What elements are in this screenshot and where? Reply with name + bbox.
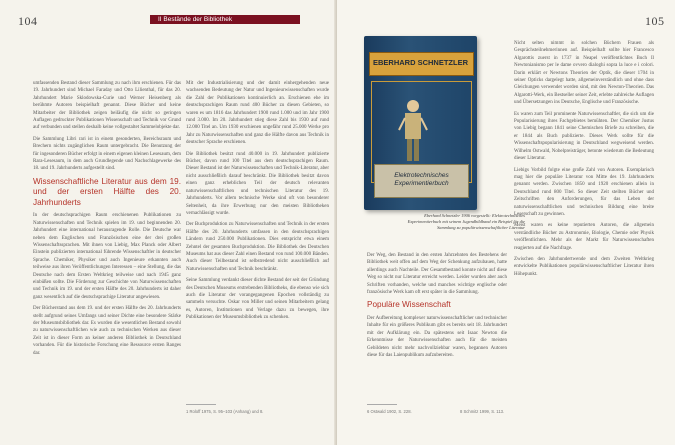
book-title-line-2: Experimentierbuch	[394, 180, 449, 187]
paragraph: Zwischen den Jahrhundertwende und dem Zweiten Weltkrieg entwickelte Publikationen populärwissenschaftlicher Literatur ihren Höhepunkt.	[514, 256, 654, 277]
paragraph: Der Weg, den Bestand in den ersten Jahrzehnten des Bestehens der Bibliothek weit offen auf dem Weg der Schenkung aufzubauen, hatte allerdings auch Nachteile. Der Gesamtbestand konnte nicht auf diese Weg so nicht nur Literatur erreicht werden. Leider wurden aber auch Schriften vorhanden, welche und manches wichtige englische oder französische Werk kam oft erst später in die Sammlung.	[367, 253, 507, 296]
paragraph: Der Buchproduktion zu Naturwissenschaften und Technik in der ersten Hälfte des 20. Jahrhunderts umfassen in den deutschsprachigen Ländern rund 250.000 Publikationen. Dies entspricht etwa einem Zehntel der gesamten Buchproduktion. Die Bibliothek des Deutschen Museums hat aus dieser Zahl einen Bestand von rund 100.000 Bänden. Auch dieser Teilbestand ist selbstredend nicht ausschließlich auf Naturwissenschaften und Technik beschränkt.	[186, 222, 329, 272]
running-header-text: II Bestände der Bibliothek	[158, 16, 233, 23]
paragraph: Mit der Industrialisierung und der damit einhergehenden neue wachsenden Bedeutung der Natur und Ingenieurwissenschaften wurde die Zahl der Publikationen kontinuierlich an. Erschienen ehe im deutschsprachigen Raum rund 400 Bücher zu diesen Gebieten, so waren es um 1816 das Jahrhundert 1900 rund 1.000 und im Jahr 1900 rund 3.000. Im 20. Jahrhundert stieg diese Zahl bis 1930 auf rund 12.000 Titel an. Um 1930 erschienen ungefähr rund 25.000 Werke pro Jahr zu Naturwissenschaften und ganz die Hälfte davon aus Technik in deutscher Sprache erschienen.	[186, 81, 329, 146]
section-heading: Populäre Wissenschaft	[367, 300, 451, 310]
paragraph: Seine Sammlung verdankt dieser dichte Bestand der seit der Gründung des Deutschen Museums erstrebenden Bibliotheks, die ebenso wie sich auch die Literatur der vorangegangenen Epochen vollständig zu sammeln versuchte. Oskar von Miller und seinen Mitarbeitern gelang es, Autoren, Institutionen und Verlage dazu zu bewegen, ihre Publikationen der Museumsbibliothek zu schenken.	[186, 278, 329, 321]
right-column-2	[514, 40, 654, 400]
section-heading: Wissenschaftliche Literatur aus dem 19. und der ersten Hälfte des 20. Jahrhunderts	[33, 176, 181, 207]
footnote: 8 Schmitz 1999, S. 113.	[460, 409, 505, 414]
left-column-2	[186, 80, 329, 400]
right-column-1	[367, 252, 507, 400]
book-title-plate	[374, 164, 469, 198]
footnote: 6 Ostwald 1902, S. 228.	[367, 409, 412, 414]
image-caption: Eberhard Schnetzler 1906 vorgestellt: Elektrotechnisches Experimentierbuch mit seinem Jugendbildband ein Beispiel für die Sammlung zu populärwissenschaftlicher Literatur	[407, 213, 525, 230]
figure-illustration	[398, 96, 428, 164]
book-title-line-1: Elektrotechnisches	[394, 172, 449, 179]
page-number-left: 104	[18, 14, 38, 28]
left-column-1	[33, 80, 181, 400]
book-cover-image	[364, 36, 477, 210]
footnote: 1 Roloff 1975, S. 95–103 (Anhang) und 8.	[186, 409, 264, 414]
paragraph: In der deutschsprachigen Raum erschienenen Publikationen zu Naturwissenschaften und Technik spielen im 19. und beginnenden 20. Jahrhundert eine international herausragende Rolle. Die Deutsche war neben dem Englischen und Französischen eine der drei großen Wissenschaftssprachen. Mit ihnen von Liebig, Max Planck oder Albert Einstein publizierten international führende Wissenschaftler in deutscher Sprache. Chemiker, Physiker und auch Ingenieure erkannten auch teilweise aus ihren Veröffentlichungen Interessen – eine Stellung, die das Deutsche nach dem Ersten Weltkrieg teilweise und nach 1945 ganz einbüßen sollte. Die Förderung zur Geschichte von Naturwissenschaften und Technik im 19. und der ersten Hälfte des 20. Jahrhunderts ist daher ganz wesentlich auf die deutschsprachige Literatur angewiesen.	[33, 213, 181, 300]
paragraph: Der Aufbereitung komplexer naturwissenschaftlicher und technischer Inhalte für ein größeres Publikum gibt es bereits seit 18. Jahrhundert mit der Aufklärung ein. Da spätestens seit Isaac Newton die Erkenntnisse der Naturwissenschaften auch für die meisten Gebildeten nicht mehr nachvollziehbar waren, begannen Autoren diese für das Laienpublikum aufzubereiten.	[367, 315, 507, 358]
paragraph: Liebigs Vorbild folgte eine große Zahl von Autoren. Exemplarisch mag hier die populäre Literatur von Mitte des 19. Jahrhunderts genannt werden. Zwischen 1850 und 1920 erschienen allein in Deutschland rund 800 Titel. So dieser Zeit stellten Bücher und Zeitschriften den Anforderungen, für das Leben der naturwissenschaftlichen und technischen Bildung eine breite Leserschaft zu gewinnen.	[514, 167, 654, 217]
paragraph: Die Bibliothek besitzt rund 40.000 in 19. Jahrhundert publizierte Bücher, davon rund 100 Titel aus dem deutschsprachigen Raum. Dieser Bestand ist der Naturwissenschaften und Technik-Literatur, aber nicht ausschließlich darauf beschränkt. Die Bibliothek besitzt davon einen ganz erheblichen Teil der deutsch relevanten naturwissenschaftlichen und technischen Literatur des 19. Jahrhunderts. Vor allem technische Werke sind oft von besonderer Seltenheit, da ihre Erwerbung nur den meisten Bibliotheken vernachlässigt wurde.	[186, 151, 329, 216]
paragraph: Es waren zum Teil prominente Naturwissenschaftler, die sich um die Popularisierung ihres Fachgebietes bemühten. Der Chemiker Justus von Liebig begann 1841 seine Chemischen Briefe zu schreiben, die er 1844 als Buch publizierte. Dieses Werk sollte für die Wissenschaftspopularisierung in Deutschland wegweisend werden. Wilhelm Ostwald, Nobelpreisträger, betonte wiederum die Bedeutung dieser Literatur.	[514, 111, 654, 162]
page-number-right: 105	[645, 14, 665, 28]
book-author: EBERHARD SCHNETZLER	[372, 58, 468, 67]
paragraph: Die Sammlung Libri rari ist in einem gesonderten, Bereichsraum und Brechern nichts zugänglichen Raum untergebracht. Die Benutzung der für ingesonderen Bücher erfolgt in einem eigenen kleinen Lesesaum, dem Rara-Lesesaum, in dem auch Grundlegende und Nachschlagewerke des 18. und 19. Jahrhunderts aufgestellt sind.	[33, 136, 181, 172]
paragraph: Meist waren es keine reputierten Autoren, die allgemein verständliche Bücher zu Astronomie, Biologie, Chemie oder Physik veröffentlichten. Mehr als der Markt für Naturwissenschaften reagierten auf die Nachfrage.	[514, 223, 654, 251]
footnote-rule	[367, 404, 397, 405]
paragraph: Nicht selten nimmt in solchen Büchern Frauen als Gesprächsteilnehmerinnen auf. Beispielhaft sollte hier Francesco Algarottis zuerst in 1737 in Neapel veröffentlichtes Buch Il Newtonianismo per le dame ovvero dialoghi sopra la luce e i colori. Darin erklärt er Newtons Theorien der Optik, die dieser 1704 in seiner Opticks dargelegt hatte, allgemeinverständlich und ohne dass Gleichungen verwendet worden sind, mit den Newton-Theorien. Das Algarotti-Werk, ein Bestseller seiner Zeit, erlebte zahlreiche Auflagen und Übersetzungen ins Deutsche, Englische und Französische.	[514, 41, 654, 106]
footnote-rule	[186, 404, 216, 405]
paragraph: umfassenden Bestand dieser Sammlung zu nach ihm erschienen. Für das 19. Jahrhundert sind Michael Faraday und Otto Lilienthal, für das 20. Jahrhundert Marie Sklodowska-Curie und Werner Heisenberg als berühmte Autoren beispielhaft genannt. Diese Bücher und keine Mitarbeiter der Bibliothek zeigen beiläufig die nicht so geringen Auflagen gedruckter Publikationen Wissenschaft und Technik vor Grund auf verbunden und stellen deshalb keine vollgestaltet Sammelobjekte dar.	[33, 81, 181, 131]
paragraph: Der Bücherstand aus dem 19. und der ersten Hälfte des 20. Jahrhunderts stellt aufgrund seines Umfangs und seiner Dichte eine besondere Stärke der Museumsbibliothek dar. Es wurden die wesentlichen Bestand sowohl zu naturwissenschaftlichen wie auch zu technischen Werken aus dieser Zeit ist in dieser Form an keiner anderen Bibliothek in Deutschland vorhanden. Für die historische Forschung eine Ressource ersten Ranges dar.	[33, 306, 181, 356]
left-page	[0, 0, 337, 445]
